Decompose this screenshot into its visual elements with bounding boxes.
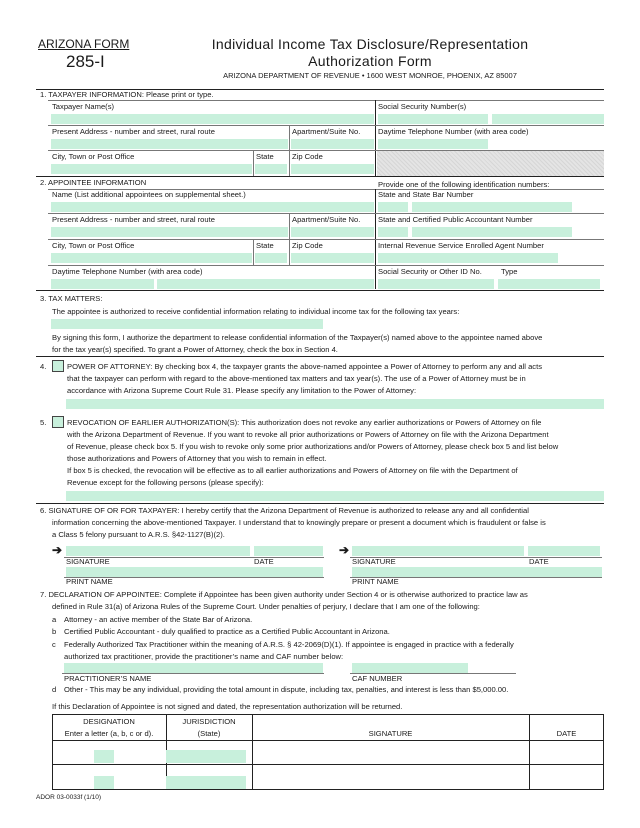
print-name-field-1[interactable] xyxy=(66,567,323,577)
section3-text-2: By signing this form, I authorize the department to release confidential information of the Taxpayer(s) named above to the appointee named above xyxy=(52,333,543,342)
section2-top-rule xyxy=(36,176,604,177)
table-row-rule xyxy=(52,764,604,765)
taxpayer-phone-label: Daytime Telephone Number (with area code) xyxy=(378,127,529,136)
appointee-zip-field[interactable] xyxy=(291,253,374,263)
taxpayer-date-field-1[interactable] xyxy=(254,546,323,556)
appointee-cpa-field-1[interactable] xyxy=(378,227,408,237)
print-name-label-2: PRINT NAME xyxy=(352,577,399,586)
option-c-letter: c xyxy=(52,640,56,649)
row-rule xyxy=(48,239,604,240)
poa-limitation-field[interactable] xyxy=(66,399,604,409)
practitioner-name-field[interactable] xyxy=(64,663,323,673)
option-c-text-2: authorized tax practitioner, provide the practitioner’s name and CAF number below: xyxy=(64,652,344,661)
section4-text-2: that the taxpayer can perform with regard to the above-mentioned tax matters and tax year(s). The use of a Power of Attorney must be in xyxy=(67,374,526,383)
jurisdiction-field-2[interactable] xyxy=(166,776,246,789)
date-label-1: DATE xyxy=(254,557,274,566)
table-header-signature: SIGNATURE xyxy=(368,729,413,738)
table-header-designation: DESIGNATION xyxy=(83,717,135,726)
arrow-right-icon: ➔ xyxy=(339,543,350,557)
table-row-rule xyxy=(52,740,604,741)
taxpayer-state-field[interactable] xyxy=(255,164,287,174)
revocation-checkbox[interactable] xyxy=(52,416,64,428)
col-divider xyxy=(253,239,254,265)
option-a-letter: a xyxy=(52,615,57,624)
appointee-ssn-field[interactable] xyxy=(378,279,494,289)
section1-heading: 1. TAXPAYER INFORMATION: Please print or type. xyxy=(40,90,214,99)
section5-text-5: If box 5 is checked, the revocation will be effective as to all earlier authorizations and Powers of Attorney on file with the Department of xyxy=(67,466,518,475)
appointee-ssn-label: Social Security or Other ID No. xyxy=(378,267,482,276)
appointee-apt-label: Apartment/Suite No. xyxy=(292,215,361,224)
col-divider xyxy=(289,125,290,150)
appointee-state-field[interactable] xyxy=(255,253,287,263)
taxpayer-city-label: City, Town or Post Office xyxy=(52,152,135,161)
appointee-cpa-label: State and Certified Public Accountant Number xyxy=(378,215,533,224)
section5-text-4: those authorizations and Powers of Attorney that you wish to remain in effect. xyxy=(67,454,327,463)
appointee-name-field[interactable] xyxy=(51,202,374,212)
taxpayer-ssn-label: Social Security Number(s) xyxy=(378,102,467,111)
agency-address: ARIZONA DEPARTMENT OF REVENUE • 1600 WEST MONROE, PHOENIX, AZ 85007 xyxy=(223,71,517,80)
appointee-irs-label: Internal Revenue Service Enrolled Agent Number xyxy=(378,241,544,250)
print-name-field-2[interactable] xyxy=(352,567,602,577)
taxpayer-zip-field[interactable] xyxy=(291,164,374,174)
section3-top-rule xyxy=(36,290,604,291)
print-name-label-1: PRINT NAME xyxy=(66,577,113,586)
appointee-name-label: Name (List additional appointees on supplemental sheet.) xyxy=(52,190,246,199)
form-title-line2: Authorization Form xyxy=(308,53,432,69)
section6-top-rule xyxy=(36,503,604,504)
option-d-text: Other - This may be any individual, providing the total amount in dispute, including tax, penalties, and interest is less than $5,000.00. xyxy=(64,685,509,694)
section5-text-3: of Revenue, please check box 5. If you wish to revoke only some prior authorizations and/or Powers of Attorney, please check box 5 and list below xyxy=(67,442,559,451)
option-a-text: Attorney - an active member of the State Bar of Arizona. xyxy=(64,615,253,624)
table-header-designation-sub: Enter a letter (a, b, c or d). xyxy=(64,729,154,738)
appointee-zip-label: Zip Code xyxy=(292,241,323,250)
section3-heading: 3. TAX MATTERS: xyxy=(40,294,103,303)
table-col-divider xyxy=(252,714,253,790)
option-d-letter: d xyxy=(52,685,57,694)
taxpayer-state-label: State xyxy=(256,152,274,161)
caf-number-field[interactable] xyxy=(352,663,468,673)
taxpayer-apt-field[interactable] xyxy=(291,139,374,149)
form-title-line1: Individual Income Tax Disclosure/Representation xyxy=(211,36,529,52)
tax-years-field[interactable] xyxy=(51,319,323,329)
section3-text-1: The appointee is authorized to receive confidential information relating to individual income tax for the following tax years: xyxy=(52,307,460,316)
form-id: ADOR 03-0033f (1/10) xyxy=(36,794,102,801)
appointee-type-field[interactable] xyxy=(498,279,600,289)
section2-id-note: Provide one of the following identification numbers: xyxy=(378,180,550,189)
signature-label-1: SIGNATURE xyxy=(66,557,110,566)
row-rule xyxy=(48,265,604,266)
section4-text-1: POWER OF ATTORNEY: By checking box 4, the taxpayer grants the above-named appointee a Power of Attorney to perform any and all acts xyxy=(67,362,542,371)
appointee-phone-field-1[interactable] xyxy=(51,279,154,289)
taxpayer-ssn-field-1[interactable] xyxy=(378,114,488,124)
arrow-right-icon: ➔ xyxy=(52,543,63,557)
taxpayer-date-field-2[interactable] xyxy=(528,546,600,556)
row-rule xyxy=(48,213,604,214)
table-header-date: DATE xyxy=(556,729,577,738)
form-label: ARIZONA FORM xyxy=(38,37,130,51)
section7-text-2: defined in Rule 31(a) of Arizona Rules of the Supreme Court. Under penalties of perjury, I declare that I am one of the following: xyxy=(52,602,480,611)
declaration-note: If this Declaration of Appointee is not signed and dated, the representation authorization will be returned. xyxy=(52,702,403,711)
signature-label-2: SIGNATURE xyxy=(352,557,396,566)
caf-number-label: CAF NUMBER xyxy=(352,674,403,683)
section5-text-6: Revenue except for the following persons (please specify): xyxy=(67,478,264,487)
table-col-divider xyxy=(529,714,530,790)
shaded-area xyxy=(377,151,604,176)
taxpayer-city-field[interactable] xyxy=(51,164,252,174)
appointee-type-label: Type xyxy=(501,267,518,276)
taxpayer-ssn-field-2[interactable] xyxy=(492,114,604,124)
section4-top-rule xyxy=(36,356,604,357)
appointee-apt-field[interactable] xyxy=(291,227,374,237)
taxpayer-name-label: Taxpayer Name(s) xyxy=(52,102,115,111)
form-number: 285-I xyxy=(66,52,105,71)
table-header-jurisdiction-sub: (State) xyxy=(197,729,221,738)
taxpayer-address-field[interactable] xyxy=(51,139,288,149)
appointee-bar-label: State and State Bar Number xyxy=(378,190,474,199)
practitioner-name-label: PRACTITIONER’S NAME xyxy=(64,674,152,683)
col-divider xyxy=(253,150,254,176)
taxpayer-address-label: Present Address - number and street, rural route xyxy=(52,127,215,136)
taxpayer-signature-field-2[interactable] xyxy=(352,546,524,556)
col-divider xyxy=(289,239,290,265)
table-header-jurisdiction: JURISDICTION xyxy=(182,717,236,726)
designation-field-1[interactable] xyxy=(94,750,114,763)
section1-divider xyxy=(375,100,376,176)
appointee-cpa-field-2[interactable] xyxy=(412,227,572,237)
appointee-address-field[interactable] xyxy=(51,227,288,237)
appointee-state-label: State xyxy=(256,241,274,250)
section1-subrule xyxy=(48,100,604,101)
taxpayer-name-field[interactable] xyxy=(51,114,374,124)
appointee-phone-field-2[interactable] xyxy=(157,279,374,289)
section4-number: 4. xyxy=(40,362,47,371)
option-c-text-1: Federally Authorized Tax Practitioner within the meaning of A.R.S. § 42-2069(D)(1). If appointee is engaged in practice with a federally xyxy=(64,640,514,649)
appointee-bar-field-2[interactable] xyxy=(412,202,572,212)
date-label-2: DATE xyxy=(529,557,549,566)
option-b-letter: b xyxy=(52,627,57,636)
section5-text-2: with the Arizona Department of Revenue. If you want to revoke all prior authorizations or Powers of Attorney on file with the Arizona Department xyxy=(67,430,549,439)
appointee-address-label: Present Address - number and street, rural route xyxy=(52,215,215,224)
appointee-bar-field-1[interactable] xyxy=(378,202,408,212)
row-rule xyxy=(48,125,604,126)
section2-heading: 2. APPOINTEE INFORMATION xyxy=(40,178,147,187)
option-b-text: Certified Public Accountant - duly qualified to practice as a Certified Public Accountant in Arizona. xyxy=(64,627,390,636)
taxpayer-phone-field[interactable] xyxy=(378,139,488,149)
section4-text-3: accordance with Arizona Supreme Court Rule 31. Please specify any limitation to the Power of Attorney: xyxy=(67,386,417,395)
section6-text-3: a Class 5 felony pursuant to A.R.S. §42-1127(B)(2). xyxy=(52,530,225,539)
col-divider xyxy=(289,150,290,176)
appointee-city-label: City, Town or Post Office xyxy=(52,241,135,250)
appointee-phone-label: Daytime Telephone Number (with area code) xyxy=(52,267,203,276)
taxpayer-signature-field-1[interactable] xyxy=(66,546,250,556)
section6-text-2: information concerning the above-mentioned Taxpayer. I understand that to knowingly prepare or present a document which is fraudulent or false is xyxy=(52,518,546,527)
revocation-exceptions-field[interactable] xyxy=(66,491,604,501)
section5-number: 5. xyxy=(40,418,47,427)
taxpayer-apt-label: Apartment/Suite No. xyxy=(292,127,361,136)
section3-text-3: for the tax year(s) specified. To grant a Power of Attorney, check the box in Section 4. xyxy=(52,345,338,354)
col-divider xyxy=(289,213,290,239)
designation-field-2[interactable] xyxy=(94,776,114,789)
appointee-irs-field[interactable] xyxy=(378,253,558,263)
jurisdiction-field-1[interactable] xyxy=(166,750,246,763)
power-of-attorney-checkbox[interactable] xyxy=(52,360,64,372)
section5-text-1: REVOCATION OF EARLIER AUTHORIZATION(S): This authorization does not revoke any earlier authorizations or Powers of Attorney on file xyxy=(67,418,542,427)
taxpayer-zip-label: Zip Code xyxy=(292,152,323,161)
section6-text-1: 6. SIGNATURE OF OR FOR TAXPAYER: I hereby certify that the Arizona Department of Revenue is authorized to release any and all confidential xyxy=(40,506,529,515)
appointee-city-field[interactable] xyxy=(51,253,252,263)
section7-text-1: 7. DECLARATION OF APPOINTEE: Complete if Appointee has been given authority under Section 4 or is otherwise authorized to practice law as xyxy=(40,590,528,599)
